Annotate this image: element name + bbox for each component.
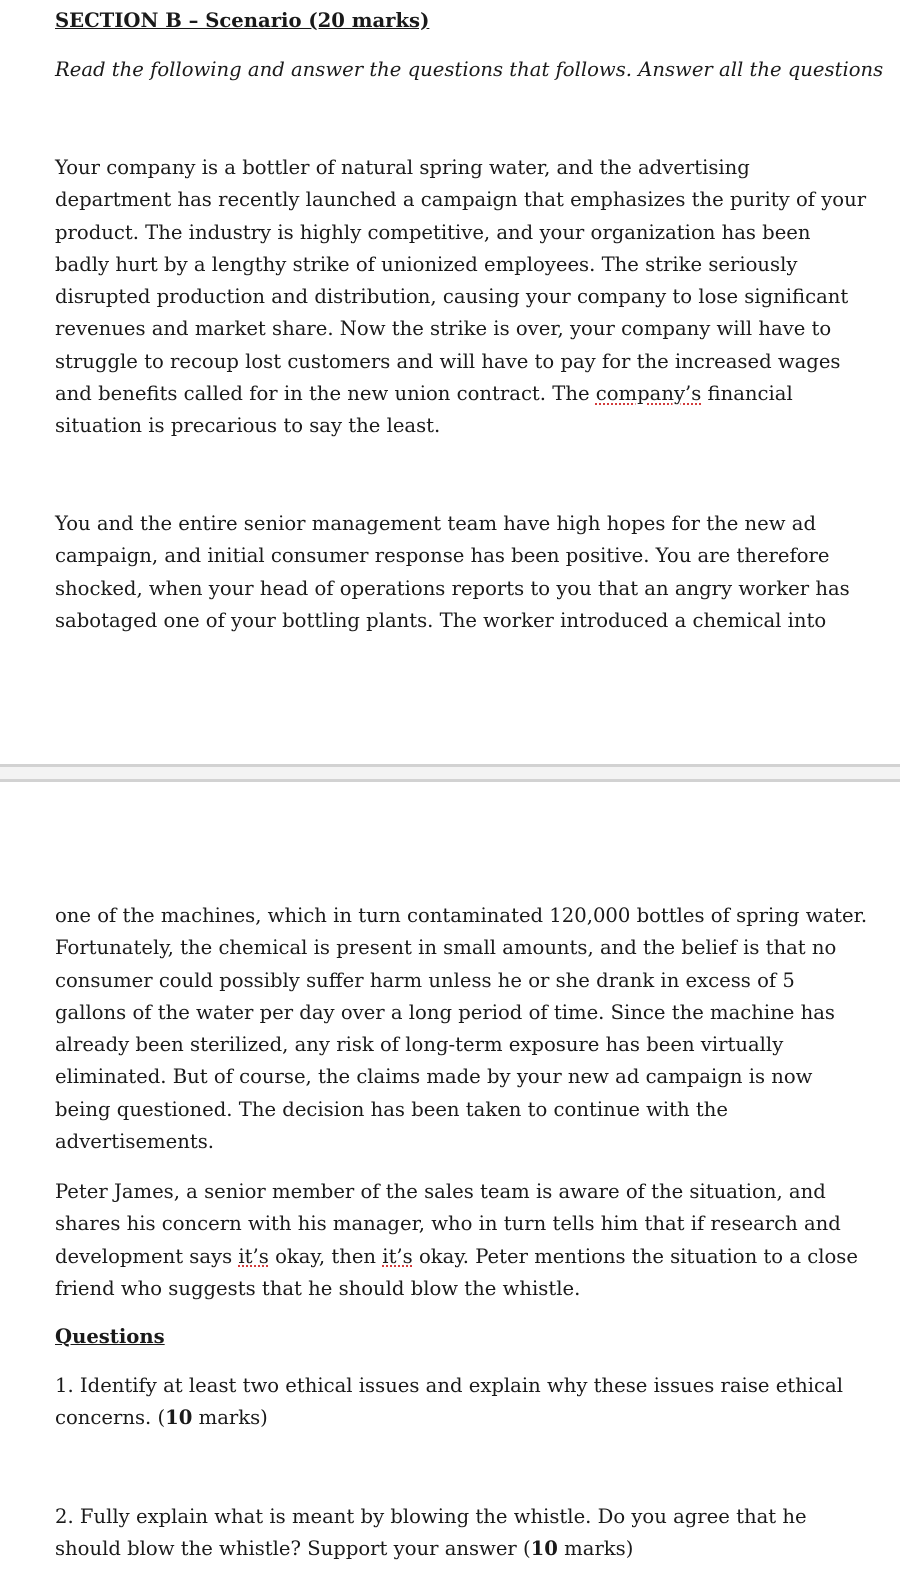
paragraph-line [55,378,865,410]
text-fragment: should blow the whistle? Support your answer ( [55,1537,531,1561]
page-break-divider [0,764,900,782]
paragraph-line: department has recently launched a campaign that emphasizes the purity of your [55,188,867,212]
text-fragment: and benefits called for in the new union contract. The [55,382,596,406]
paragraph-2 [55,508,865,637]
paragraph-line: Fortunately, the chemical is present in small amounts, and the belief is that no [55,936,837,960]
paragraph-3 [55,900,868,1158]
paragraph-line: friend who suggests that he should blow the whistle. [55,1276,581,1300]
paragraph-line: revenues and market share. Now the strike is over, your company will have to [55,317,832,341]
question-line: 2. Fully explain what is meant by blowing the whistle. Do you agree that he [55,1505,807,1528]
document-page-2 [0,782,900,1572]
spellcheck-flagged-word[interactable]: it’s [238,1244,269,1268]
paragraph-line: campaign, and initial consumer response has been positive. You are therefore [55,544,830,568]
spellcheck-flagged-word[interactable]: it’s [382,1244,413,1268]
text-fragment: development says [55,1244,239,1268]
paragraph-line: shocked, when your head of operations reports to you that an angry worker has [55,576,850,600]
paragraph-line: advertisements. [55,1130,214,1154]
question-line [55,1533,865,1565]
text-fragment: okay. Peter mentions the situation to a close [412,1244,858,1268]
text-fragment: okay, then [268,1244,383,1268]
question-1 [55,1370,865,1435]
text-fragment: concerns. ( [55,1406,166,1430]
question-line [55,1402,865,1434]
paragraph-line: eliminated. But of course, the claims made by your new ad campaign is now [55,1065,813,1089]
paragraph-line: gallons of the water per day over a long period of time. Since the machine has [55,1000,835,1024]
paragraph-1 [55,152,865,443]
paragraph-line: struggle to recoup lost customers and will have to pay for the increased wages [55,349,841,373]
paragraph-line: shares his concern with his manager, who in turn tells him that if research and [55,1212,841,1236]
document-page-1 [0,0,900,764]
paragraph-line: You and the entire senior management team have high hopes for the new ad [55,512,816,535]
marks-value: 10 [165,1406,193,1430]
paragraph-line: sabotaged one of your bottling plants. The worker introduced a chemical into [55,608,827,632]
paragraph-line: one of the machines, which in turn contaminated 120,000 bottles of spring water. [55,904,868,927]
paragraph-line: Your company is a bottler of natural spring water, and the advertising [55,156,750,179]
paragraph-line: Peter James, a senior member of the sales team is aware of the situation, and [55,1180,826,1203]
questions-heading: Questions [55,1325,165,1348]
paragraph-line: badly hurt by a lengthy strike of unionized employees. The strike seriously [55,252,798,276]
paragraph-line: already been sterilized, any risk of long-term exposure has been virtually [55,1033,784,1057]
text-fragment: financial [701,382,793,406]
question-2 [55,1501,865,1566]
text-fragment: marks) [557,1537,634,1561]
paragraph-line: situation is precarious to say the least. [55,414,441,438]
paragraph-line [55,1241,865,1273]
spellcheck-flagged-word[interactable]: company’s [595,382,702,406]
question-line: 1. Identify at least two ethical issues and explain why these issues raise ethical [55,1374,843,1397]
paragraph-line: disrupted production and distribution, causing your company to lose significant [55,285,849,309]
paragraph-line: being questioned. The decision has been taken to continue with the [55,1097,728,1121]
paragraph-line: consumer could possibly suffer harm unless he or she drank in excess of 5 [55,968,795,992]
paragraph-line: product. The industry is highly competitive, and your organization has been [55,220,811,244]
instructions: Read the following and answer the questions that follows. Answer all the questions [55,58,884,81]
paragraph-4 [55,1176,865,1305]
marks-value: 10 [530,1537,558,1561]
text-fragment: marks) [192,1406,268,1430]
section-title: SECTION B – Scenario (20 marks) [55,9,430,32]
